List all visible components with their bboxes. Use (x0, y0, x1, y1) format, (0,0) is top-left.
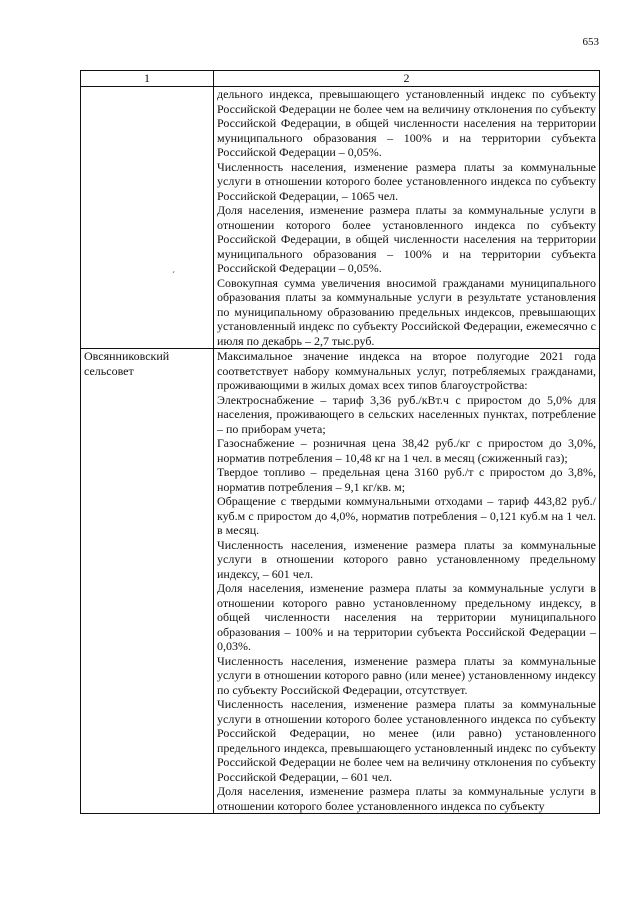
paragraph: Доля населения, изменение размера платы за коммунальные услуги в отношении которого более установленного индекса по субъекту Российской Федерации, в общей численности населения на территории муниципального образования – 100% и на территории субъекта Российской Федерации – 0,05%. (217, 203, 596, 275)
paragraph: Совокупная сумма увеличения вносимой гражданами муниципального образования платы за коммунальные услуги в результате установления по муниципальному образованию предельных индексов, превышающих установленный индекс по субъекту Российской Федерации, ежемесячно с июля по декабрь – 2,7 тыс.руб. (217, 275, 596, 348)
row-content (214, 349, 600, 814)
table-row (81, 349, 600, 814)
paragraph: Численность населения, изменение размера платы за коммунальные услуги в отношении которого более установленного индекса по субъекту Российской Федерации, но менее (или равно) установленного предельного индекса, превышающего установленный индекс по субъекту Российской Федерации не более чем на величину отклонения по субъекту Российской Федерации, – 601 чел. (217, 697, 596, 784)
paragraph: дельного индекса, превышающего установленный индекс по субъекту Российской Федерации не более чем на величину отклонения по субъекту Российской Федерации, в общей численности населения на территории муниципального образования – 100% и на территории субъекта Российской Федерации – 0,05%. (217, 87, 596, 159)
row-label (81, 87, 214, 349)
paragraph: Обращение с твердыми коммунальными отходами – тариф 443,82 руб./куб.м с приростом до 4,0%, норматив потребления – 0,121 куб.м на 1 чел. в месяц. (217, 494, 596, 537)
paragraph: Электроснабжение – тариф 3,36 руб./кВт.ч с приростом до 5,0% для населения, проживающего в сельских населенных пунктах, потребление – по приборам учета; (217, 392, 596, 436)
page-number: 653 (582, 36, 599, 48)
paragraph: Газоснабжение – розничная цена 38,42 руб./кг с приростом до 3,0%, норматив потребления – 10,48 кг на 1 чел. в месяц (сжиженный газ); (217, 436, 596, 465)
row-content (214, 87, 600, 349)
paragraph: Численность населения, изменение размера платы за коммунальные услуги в отношении которого более установленного индекса по субъекту Российской Федерации, – 1065 чел. (217, 159, 596, 203)
paragraph: Твердое топливо – предельная цена 3160 руб./т с приростом до 3,8%, норматив потребления – 9,1 кг/кв. м; (217, 465, 596, 494)
table-row (81, 87, 600, 349)
paragraph: Численность населения, изменение размера платы за коммунальные услуги в отношении которого равно установленному предельному индексу, – 601 чел. (217, 537, 596, 581)
paragraph: Доля населения, изменение размера платы за коммунальные услуги в отношении которого равно установленному предельному индексу, в общей численности населения на территории муниципального образования – 100% и на территории субъекта Российской Федерации – 0,03%. (217, 581, 596, 653)
document-table (80, 70, 600, 814)
row-label-ovsyannikovsky: Овсянниковский сельсовет (81, 349, 214, 814)
scan-speck: ˊ (172, 270, 175, 280)
column-header-2: 2 (214, 71, 600, 87)
paragraph: Численность населения, изменение размера платы за коммунальные услуги в отношении которого равно (или менее) установленному индексу по субъекту Российской Федерации, отсутствует. (217, 653, 596, 697)
column-header-1: 1 (81, 71, 214, 87)
paragraph: Доля населения, изменение размера платы за коммунальные услуги в отношении которого более установленного индекса по субъекту (217, 784, 596, 813)
paragraph: Максимальное значение индекса на второе полугодие 2021 года соответствует набору коммунальных услуг, потребляемых гражданами, проживающими в жилых домах всех типов благоустройства: (217, 349, 596, 392)
table-header-row (81, 71, 600, 87)
